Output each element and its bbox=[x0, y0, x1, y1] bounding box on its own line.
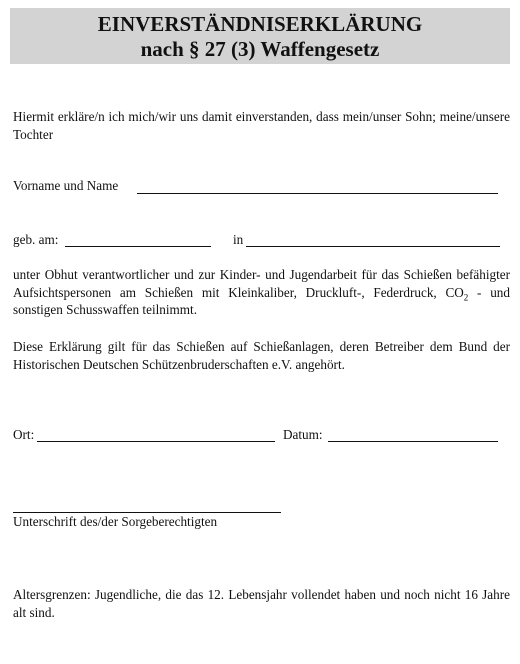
supervision-text-part2: - und sonstigen Schusswaffen teilnimmt. bbox=[13, 284, 510, 317]
datum-field-line[interactable] bbox=[328, 441, 498, 442]
datum-label: Datum: bbox=[283, 427, 323, 442]
name-label: Vorname und Name bbox=[13, 178, 119, 193]
form-subtitle: nach § 27 (3) Waffengesetz bbox=[140, 37, 380, 61]
birth-place-field-line[interactable] bbox=[246, 246, 500, 247]
name-field-line[interactable] bbox=[137, 193, 498, 194]
supervision-text bbox=[13, 266, 510, 319]
born-label: geb. am: bbox=[13, 232, 59, 247]
age-limits-text: Altersgrenzen: Jugendliche, die das 12. Lebensjahr vollendet haben und noch nicht 16 Jahre alt sind. bbox=[13, 587, 510, 620]
ort-field-line[interactable] bbox=[37, 441, 275, 442]
form-header bbox=[10, 8, 510, 64]
intro-text: Hiermit erkläre/n ich mich/wir uns damit einverstanden, dass mein/unser Sohn; meine/unsere Tochter bbox=[13, 109, 510, 142]
place-label: in bbox=[233, 232, 244, 247]
form-title: EINVERSTÄNDNISERKLÄRUNG bbox=[97, 12, 423, 36]
born-date-field-line[interactable] bbox=[65, 246, 211, 247]
validity-text: Diese Erklärung gilt für das Schießen auf Schießanlagen, deren Betreiber dem Bund der Historischen Deutschen Schützenbruderschaften e.V. angehört. bbox=[13, 339, 510, 372]
supervision-text-part1: unter Obhut verantwortlicher und zur Kinder- und Jugendarbeit für das Schießen befähigter Aufsichtspersonen am Schießen mit Kleinkaliber, Druckluft-, Federdruck, CO bbox=[13, 267, 510, 300]
co2-subscript: 2 bbox=[463, 292, 469, 303]
signature-label: Unterschrift des/der Sorgeberechtigten bbox=[13, 514, 218, 529]
signature-field-line[interactable] bbox=[13, 512, 281, 513]
ort-label: Ort: bbox=[13, 427, 35, 442]
